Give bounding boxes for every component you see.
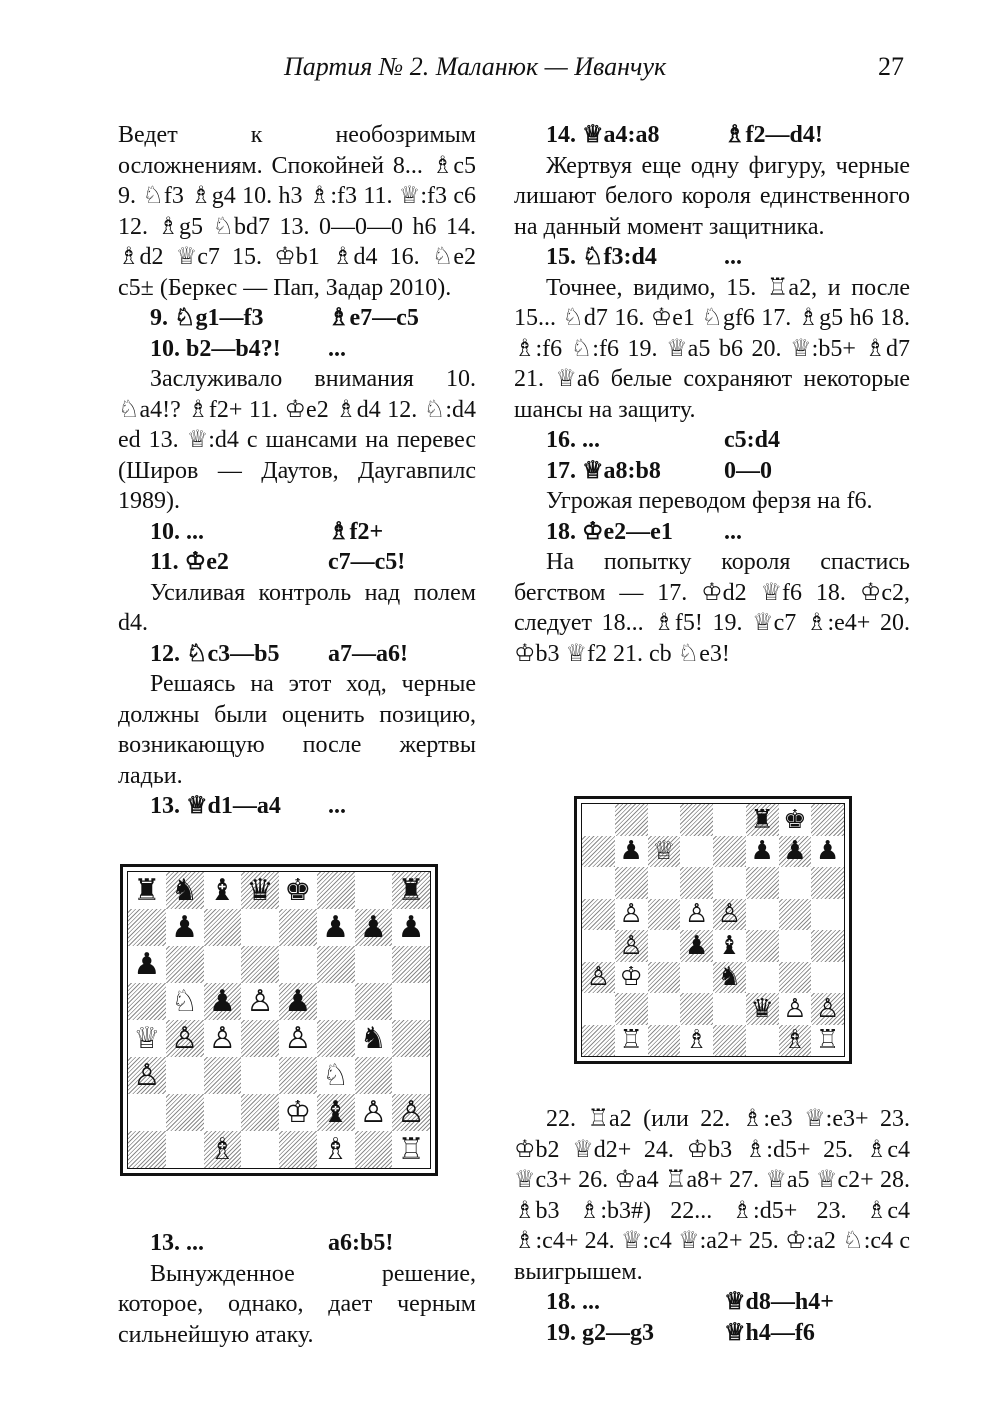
move-line <box>514 1287 910 1318</box>
move-line <box>118 334 476 365</box>
commentary-paragraph: Решаясь на этот ход, черные должны были оценить позицию, возникающую после жертвы ладьи. <box>118 671 476 789</box>
board-square <box>128 1131 166 1168</box>
board-square <box>204 872 242 909</box>
board-square <box>392 946 430 983</box>
board-square <box>680 962 713 994</box>
board-square <box>317 983 355 1020</box>
white-move: 13. ♕d1—a4 <box>150 793 281 819</box>
white-move: 9. ♘g1—f3 <box>150 305 264 331</box>
board-square <box>713 930 746 962</box>
chess-piece: ♔ <box>284 1094 312 1130</box>
white-move: 12. ♘c3—b5 <box>150 640 280 667</box>
commentary-paragraph: Жертвуя еще одну фигуру, черные лишают белого короля единственного на данный момент защитника. <box>514 152 910 240</box>
board-square <box>166 1094 204 1131</box>
board-square <box>582 993 615 1025</box>
board-square <box>615 836 648 868</box>
board-square <box>317 909 355 946</box>
board-square <box>204 909 242 946</box>
move-line <box>118 639 476 670</box>
board-square <box>680 930 713 962</box>
board-square <box>680 804 713 836</box>
black-move: ... <box>724 518 742 545</box>
chess-piece: ♗ <box>322 1131 350 1167</box>
board-square <box>166 946 204 983</box>
board-square <box>779 930 812 962</box>
board-square <box>582 867 615 899</box>
commentary-paragraph: Ведет к необозримым осложнениям. Спокойней 8... ♗c5 9. ♘f3 ♗g4 10. h3 ♗:f3 11. ♕:f3 c6 12. ♗g5 ♘bd7 13. 0—0—0 h6 14. ♗d2 ♕c7 15. ♔b1 ♗d4 16. ♘e2 c5± (Беркес — Пап, Задар 2010). <box>118 122 476 301</box>
board-square <box>779 804 812 836</box>
white-move: 17. ♕a8:b8 <box>546 457 661 484</box>
board-square <box>746 962 779 994</box>
white-move: 10. b2—b4?! <box>150 335 281 362</box>
commentary-paragraph: Вынужденное решение, которое, однако, дает черным сильнейшую атаку. <box>118 1260 476 1348</box>
board-square <box>746 1025 779 1057</box>
board-square <box>355 946 393 983</box>
chess-piece: ♙ <box>619 930 643 961</box>
board-square <box>241 909 279 946</box>
board-square <box>713 993 746 1025</box>
chess-piece: ♙ <box>208 1020 236 1056</box>
black-move: ... <box>328 793 346 819</box>
chess-piece: ♜ <box>750 804 774 835</box>
chess-piece: ♛ <box>246 872 274 908</box>
board-square <box>713 836 746 868</box>
chess-piece: ♞ <box>171 872 199 908</box>
chess-piece: ♚ <box>783 804 807 835</box>
board-square <box>128 983 166 1020</box>
chess-piece: ♜ <box>397 872 425 908</box>
running-title: Партия № 2. Маланюк — Иванчук <box>284 52 667 81</box>
board-square <box>615 804 648 836</box>
white-move: 14. ♕a4:a8 <box>546 122 660 148</box>
board-square <box>355 1094 393 1131</box>
board-square <box>648 836 681 868</box>
commentary-paragraph: Точнее, видимо, 15. ♖a2, и после 15... ♘d7 16. ♔e1 ♘gf6 17. ♗g5 h6 18. ♗:f6 ♘:f6 19. ♕a5 b6 20. ♕:b5+ ♗d7 21. ♕a6 белые сохраняют некоторые шансы на защиту. <box>514 274 910 423</box>
chess-piece: ♘ <box>322 1057 350 1093</box>
board-square <box>811 804 844 836</box>
move-line <box>118 791 476 822</box>
chess-piece: ♝ <box>717 930 742 961</box>
chess-piece: ♟ <box>684 930 709 961</box>
chess-piece: ♟ <box>619 836 643 867</box>
board-square <box>746 993 779 1025</box>
chess-piece: ♟ <box>783 836 807 867</box>
board-square <box>648 1025 681 1057</box>
board-square <box>648 993 681 1025</box>
chess-piece: ♙ <box>171 1020 199 1056</box>
board-square <box>811 899 844 931</box>
board-square <box>615 993 648 1025</box>
chess-piece: ♝ <box>208 872 236 908</box>
chess-diagram <box>120 864 438 1176</box>
board-square <box>204 946 242 983</box>
move-line <box>118 547 476 578</box>
white-move: 18. ... <box>546 1289 600 1315</box>
board-square <box>811 1025 844 1057</box>
black-move: ... <box>328 335 346 362</box>
chess-piece: ♗ <box>684 1025 709 1056</box>
board-square <box>317 1020 355 1057</box>
commentary-paragraph: Заслуживало внимания 10. ♘a4!? ♗f2+ 11. ♔e2 ♗d4 12. ♘:d4 ed 13. ♕:d4 с шансами на перевес (Широв — Даутов, Даугавпилс 1989). <box>118 366 476 514</box>
chess-piece: ♙ <box>815 993 840 1024</box>
chess-piece: ♟ <box>815 836 840 867</box>
chess-piece: ♟ <box>322 909 350 945</box>
board-square <box>355 1131 393 1168</box>
chess-piece: ♟ <box>208 983 236 1019</box>
board-square <box>811 930 844 962</box>
chess-piece: ♜ <box>133 872 161 908</box>
chess-piece: ♟ <box>359 909 387 945</box>
board-square <box>317 872 355 909</box>
white-move: 19. g2—g3 <box>546 1319 654 1346</box>
board-square <box>680 836 713 868</box>
chess-piece: ♙ <box>619 899 643 930</box>
chess-piece: ♙ <box>397 1094 425 1130</box>
black-move: ♗e7—c5 <box>328 305 419 331</box>
board-square <box>746 899 779 931</box>
board-square <box>615 1025 648 1057</box>
board-square <box>392 872 430 909</box>
board-square <box>355 1057 393 1094</box>
board-square <box>746 867 779 899</box>
board-square <box>204 983 242 1020</box>
board-square <box>241 1094 279 1131</box>
page-header <box>0 50 1000 90</box>
chess-piece: ♙ <box>717 899 742 930</box>
chess-piece: ♟ <box>397 909 425 945</box>
white-move: 18. ♔e2—e1 <box>546 518 673 545</box>
black-move: a7—a6! <box>328 640 408 667</box>
chess-piece: ♖ <box>815 1025 840 1056</box>
board-square <box>392 1020 430 1057</box>
board-square <box>582 899 615 931</box>
move-line <box>514 1318 910 1349</box>
board-square <box>166 872 204 909</box>
board-square <box>779 867 812 899</box>
board-square <box>713 1025 746 1057</box>
chess-piece: ♙ <box>284 1020 312 1056</box>
board-square <box>128 1094 166 1131</box>
move-line <box>118 517 476 548</box>
chess-piece: ♛ <box>750 993 774 1024</box>
board-square <box>166 1057 204 1094</box>
right-column-top <box>514 120 910 669</box>
commentary-paragraph: Угрожая переводом ферзя на f6. <box>546 488 873 514</box>
chess-piece: ♙ <box>684 899 709 930</box>
board-square <box>128 1020 166 1057</box>
chess-piece: ♗ <box>208 1131 236 1167</box>
board-square <box>713 804 746 836</box>
board-square <box>680 1025 713 1057</box>
board-square <box>811 867 844 899</box>
board-square <box>204 1131 242 1168</box>
white-move: 15. ♘f3:d4 <box>546 244 657 270</box>
chess-piece: ♙ <box>133 1057 161 1093</box>
board-square <box>166 1020 204 1057</box>
commentary-paragraph: На попытку короля спастись бегством — 17. ♔d2 ♕f6 18. ♔c2, следует 18... ♗f5! 19. ♕c7 ♗:e4+ 20. ♔b3 ♕f2 21. cb ♘e3! <box>514 549 910 667</box>
board-square <box>713 867 746 899</box>
board-square <box>392 1057 430 1094</box>
board-square <box>241 1057 279 1094</box>
chess-diagram <box>574 796 852 1064</box>
board-square <box>355 872 393 909</box>
black-move: ♕h4—f6 <box>724 1319 815 1346</box>
chess-piece: ♙ <box>783 993 807 1024</box>
board-square <box>241 1020 279 1057</box>
board-square <box>746 930 779 962</box>
board-square <box>128 946 166 983</box>
board-square <box>355 983 393 1020</box>
board-square <box>279 1131 317 1168</box>
board-square <box>279 1094 317 1131</box>
board-square <box>355 1020 393 1057</box>
move-line <box>118 1228 476 1259</box>
chess-piece: ♟ <box>284 983 312 1019</box>
commentary-paragraph: 22. ♖a2 (или 22. ♗:e3 ♕:e3+ 23. ♔b2 ♕d2+ 24. ♔b3 ♗:d5+ 25. ♗c4 ♕c3+ 26. ♔a4 ♖a8+ 27. ♕a5 ♕c2+ 28. ♗b3 ♗:b3#) 22... ♗:d5+ 23. ♗c4 ♗:c4+ 24. ♕:c4 ♕:a2+ 25. ♔:a2 ♘:c4 с выигрышем. <box>514 1106 910 1285</box>
commentary-paragraph: Усиливая контроль над полем d4. <box>118 579 476 636</box>
board-square <box>582 836 615 868</box>
board-square <box>204 1094 242 1131</box>
board-square <box>582 930 615 962</box>
right-column-bottom <box>514 1104 910 1348</box>
board-square <box>392 1094 430 1131</box>
board-square <box>648 804 681 836</box>
board-square <box>279 1020 317 1057</box>
board-square <box>648 930 681 962</box>
white-move: 16. ... <box>546 427 600 453</box>
board-square <box>648 962 681 994</box>
left-column-bottom <box>118 1228 476 1350</box>
board-square <box>746 836 779 868</box>
move-line <box>514 120 910 151</box>
page-number: 27 <box>878 52 904 81</box>
board-square <box>582 1025 615 1057</box>
board-square <box>317 1057 355 1094</box>
board-square <box>241 946 279 983</box>
board-square <box>779 1025 812 1057</box>
move-line <box>514 456 910 487</box>
board-square <box>392 909 430 946</box>
board-square <box>166 1131 204 1168</box>
board-square <box>279 946 317 983</box>
board-square <box>392 983 430 1020</box>
white-move: 13. ... <box>150 1230 204 1256</box>
white-move: 10. ... <box>150 518 204 545</box>
chess-piece: ♕ <box>652 836 676 867</box>
chess-piece: ♚ <box>284 872 312 908</box>
chess-piece: ♟ <box>133 946 161 982</box>
left-column-top <box>118 120 476 822</box>
chess-piece: ♘ <box>171 983 199 1019</box>
black-move: 0—0 <box>724 457 772 484</box>
chess-piece: ♔ <box>619 962 643 993</box>
black-move: a6:b5! <box>328 1230 394 1256</box>
chess-piece: ♝ <box>322 1094 350 1130</box>
chess-piece: ♞ <box>717 962 742 993</box>
board-square <box>811 993 844 1025</box>
board-square <box>582 804 615 836</box>
board-square <box>779 993 812 1025</box>
board-square <box>317 946 355 983</box>
black-move: ♗f2+ <box>328 518 384 545</box>
black-move: ... <box>724 244 742 270</box>
move-line <box>514 517 910 548</box>
chess-piece: ♟ <box>171 909 199 945</box>
board-square <box>779 899 812 931</box>
board-square <box>128 872 166 909</box>
board-square <box>811 962 844 994</box>
board-square <box>241 1131 279 1168</box>
move-line <box>118 303 476 334</box>
black-move: c7—c5! <box>328 549 406 575</box>
chess-piece: ♙ <box>359 1094 387 1130</box>
board-square <box>166 909 204 946</box>
board-square <box>615 962 648 994</box>
chess-piece: ♙ <box>246 983 274 1019</box>
board-square <box>615 930 648 962</box>
move-line <box>514 425 910 456</box>
board-square <box>713 962 746 994</box>
white-move: 11. ♔e2 <box>150 549 229 575</box>
chessboard-grid <box>581 803 845 1057</box>
board-square <box>279 983 317 1020</box>
board-square <box>279 872 317 909</box>
board-square <box>615 899 648 931</box>
board-square <box>279 909 317 946</box>
black-move: ♕d8—h4+ <box>724 1289 834 1315</box>
board-square <box>811 836 844 868</box>
move-line <box>514 242 910 273</box>
board-square <box>241 983 279 1020</box>
board-square <box>204 1057 242 1094</box>
chess-piece: ♖ <box>397 1131 425 1167</box>
board-square <box>746 804 779 836</box>
chess-piece: ♟ <box>750 836 774 867</box>
board-square <box>680 899 713 931</box>
chess-piece: ♙ <box>586 962 611 993</box>
board-square <box>680 867 713 899</box>
board-square <box>392 1131 430 1168</box>
chess-piece: ♕ <box>133 1020 161 1056</box>
board-square <box>713 899 746 931</box>
board-square <box>128 1057 166 1094</box>
board-square <box>355 909 393 946</box>
board-square <box>166 983 204 1020</box>
board-square <box>680 993 713 1025</box>
board-square <box>648 899 681 931</box>
black-move: c5:d4 <box>724 427 780 453</box>
board-square <box>317 1094 355 1131</box>
chess-piece: ♞ <box>359 1020 387 1056</box>
board-square <box>279 1057 317 1094</box>
board-square <box>317 1131 355 1168</box>
board-square <box>615 867 648 899</box>
board-square <box>204 1020 242 1057</box>
board-square <box>779 836 812 868</box>
board-square <box>648 867 681 899</box>
board-square <box>582 962 615 994</box>
board-square <box>779 962 812 994</box>
chessboard-grid <box>127 871 431 1169</box>
black-move: ♗f2—d4! <box>724 122 823 148</box>
board-square <box>241 872 279 909</box>
chess-piece: ♖ <box>619 1025 643 1056</box>
board-square <box>128 909 166 946</box>
chess-piece: ♗ <box>783 1025 807 1056</box>
